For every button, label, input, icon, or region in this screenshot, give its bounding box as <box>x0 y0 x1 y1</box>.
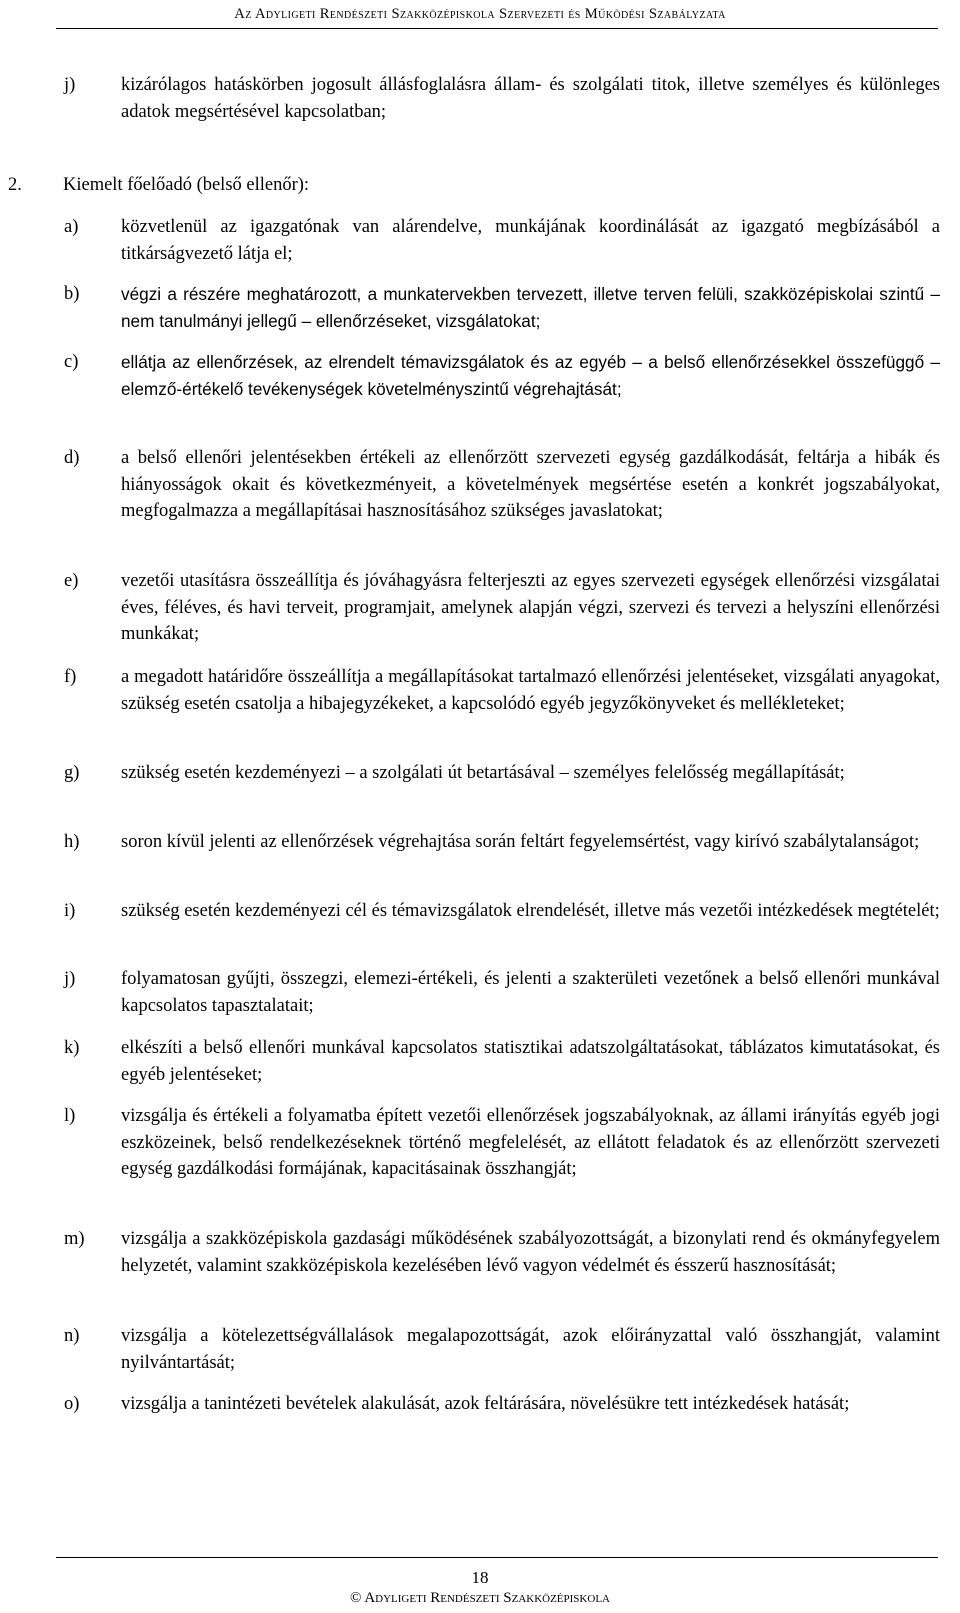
item-label: d) <box>64 448 80 468</box>
item-text: végzi a részére meghatározott, a munkatervekben tervezett, illetve terven felüli, szakközépiskolai szintű – nem tanulmányi jellegű – ellenőrzéseket, vizsgálatokat; <box>121 284 940 331</box>
item-text: elkészíti a belső ellenőri munkával kapcsolatos statisztikai adatszolgáltatásokat, táblázatos kimutatásokat, és egyéb jelentéseket; <box>121 1038 940 1085</box>
item-label: j) <box>64 969 76 989</box>
item-text: szükség esetén kezdeményezi cél és témavizsgálatok elrendelését, illetve más vezetői intézkedések megtételét; <box>121 901 940 921</box>
running-header: Az Adyligeti Rendészeti Szakközépiskola Szervezeti és Működési Szabályzata <box>234 6 726 22</box>
item-text: vizsgálja a szakközépiskola gazdasági működésének szabályozottságát, a bizonylati rend és okmányfegyelem helyzetét, valamint szakközépiskola kezelésében lévő vagyon védelmét és ésszerű hasznosítását; <box>121 1229 940 1276</box>
item-text: ellátja az ellenőrzések, az elrendelt témavizsgálatok és az egyéb – a belső ellenőrzésekkel összefüggő – elemző-értékelő tevékenységek követelményszintű végrehajtását; <box>121 352 940 399</box>
item-text: a belső ellenőri jelentésekben értékeli az ellenőrzött szervezeti egység gazdálkodását, feltárja a hibák és hiányosságok okait és következményeit, a követelmények megsértése esetén a konkrét jogszabályokat, megfogalmazza a megállapításai hasznosításához szükséges javaslatokat; <box>121 448 940 521</box>
footer-divider <box>56 1557 938 1558</box>
item-label: e) <box>64 571 79 591</box>
running-footer: © Adyligeti Rendészeti Szakközépiskola <box>350 1590 610 1606</box>
item-label: o) <box>64 1394 80 1414</box>
item-text: vizsgálja a tanintézeti bevételek alakulását, azok feltárására, növelésükre tett intézkedések hatását; <box>121 1394 850 1414</box>
item-text: soron kívül jelenti az ellenőrzések végrehajtása során feltárt fegyelemsértést, vagy kirívó szabálytalanságot; <box>121 832 920 852</box>
item-label: c) <box>64 352 79 372</box>
item-label: f) <box>64 667 77 687</box>
item-label: m) <box>64 1229 85 1249</box>
item-label: l) <box>64 1106 76 1126</box>
item-label: g) <box>64 763 80 783</box>
item-label: n) <box>64 1326 80 1346</box>
item-label: i) <box>64 901 76 921</box>
item-text: vizsgálja a kötelezettségvállalások megalapozottságát, azok előirányzattal való összhangját, valamint nyilvántartását; <box>121 1326 940 1373</box>
item-text: vezetői utasításra összeállítja és jóváhagyásra felterjeszti az egyes szervezeti egységek ellenőrzési vizsgálatai éves, féléves, és havi terveit, programjait, amelynek alapján végzi, szervezi és tervezi a helyszíni ellenőrzési munkákat; <box>121 571 940 644</box>
item-text: kizárólagos hatáskörben jogosult állásfoglalásra állam- és szolgálati titok, illetve személyes és különleges adatok megsértésével kapcsolatban; <box>121 75 940 122</box>
item-label: j) <box>64 75 76 95</box>
section-number: 2. <box>8 175 22 195</box>
item-text: a megadott határidőre összeállítja a megállapításokat tartalmazó ellenőrzési jelentéseket, vizsgálati anyagokat, szükség esetén csatolja a hibajegyzékeket, a kapcsolódó egyéb jegyzőkönyveket és mellékleteket; <box>121 667 940 714</box>
item-text: vizsgálja és értékeli a folyamatba épített vezetői ellenőrzések jogszabályoknak, az állami irányítás egyéb jogi eszközeinek, belső rendelkezéseknek történő megfelelését, az ellátott feladatok és az ellenőrzött szervezeti egység gazdálkodási formájának, kapacitásainak összhangját; <box>121 1106 940 1179</box>
header-divider <box>56 28 938 29</box>
item-label: b) <box>64 284 80 304</box>
page-number: 18 <box>471 1568 489 1587</box>
item-label: a) <box>64 217 79 237</box>
item-text: szükség esetén kezdeményezi – a szolgálati út betartásával – személyes felelősség megállapítását; <box>121 763 845 783</box>
section-title: Kiemelt főelőadó (belső ellenőr): <box>63 175 310 195</box>
item-label: h) <box>64 832 80 852</box>
item-label: k) <box>64 1038 80 1058</box>
item-text: folyamatosan gyűjti, összegzi, elemezi-értékeli, és jelenti a szakterületi vezetőnek a belső ellenőri munkával kapcsolatos tapasztalatait; <box>121 969 940 1016</box>
item-text: közvetlenül az igazgatónak van alárendelve, munkájának koordinálását az igazgató megbízásából a titkárságvezető látja el; <box>121 217 940 264</box>
